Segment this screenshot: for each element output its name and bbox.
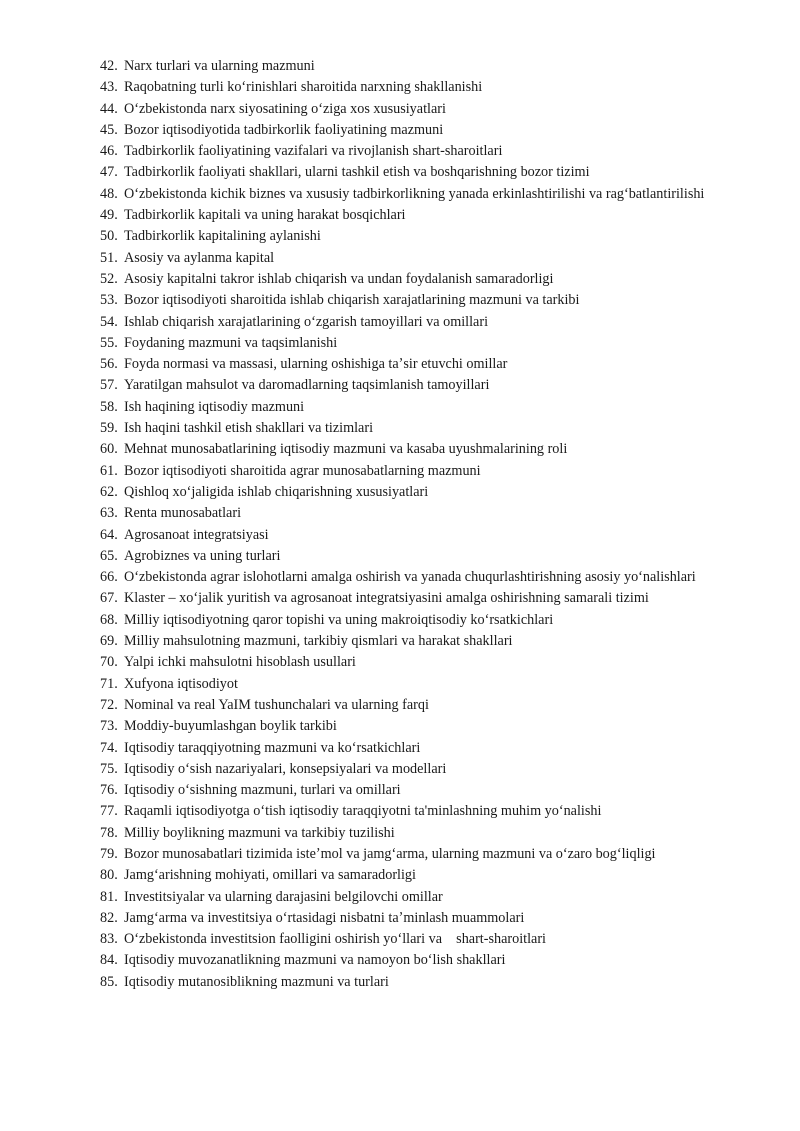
list-item (100, 141, 752, 162)
item-text: Tadbirkorlik kapitalining aylanishi (124, 228, 321, 245)
item-text: Raqamli iqtisodiyotga oʻtish iqtisodiy taraqqiyotni ta'minlashning muhim yoʻnalishi (124, 803, 602, 820)
item-number: 69. (100, 633, 118, 650)
list-item (100, 674, 752, 695)
list-item (100, 77, 752, 98)
item-text: Raqobatning turli koʻrinishlari sharoitida narxning shakllanishi (124, 79, 483, 96)
item-text: Tadbirkorlik faoliyati shakllari, ularni tashkil etish va boshqarishning bozor tizimi (124, 164, 590, 181)
item-text: Asosiy kapitalni takror ishlab chiqarish va undan foydalanish samaradorligi (124, 270, 554, 287)
item-number: 79. (100, 845, 118, 862)
item-text: Tadbirkorlik faoliyatining vazifalari va rivojlanish shart-sharoitlari (124, 143, 503, 160)
list-item (100, 525, 752, 546)
list-item (100, 184, 752, 205)
item-text: Milliy mahsulotning mazmuni, tarkibiy qismlari va harakat shakllari (124, 633, 513, 650)
item-number: 47. (100, 164, 118, 181)
item-text: Qishloq xoʻjaligida ishlab chiqarishning xususiyatlari (124, 483, 429, 500)
item-number: 77. (100, 803, 118, 820)
item-number: 63. (100, 505, 118, 522)
item-number: 68. (100, 611, 118, 628)
item-text: Mehnat munosabatlarining iqtisodiy mazmuni va kasaba uyushmalarining roli (124, 441, 568, 458)
list-item (100, 226, 752, 247)
item-text: Foydaning mazmuni va taqsimlanishi (124, 334, 338, 351)
item-number: 54. (100, 313, 118, 330)
item-number: 57. (100, 377, 118, 394)
item-number: 58. (100, 398, 118, 415)
item-text: Ish haqini tashkil etish shakllari va tizimlari (124, 420, 374, 437)
item-text: Bozor iqtisodiyotida tadbirkorlik faoliyatining mazmuni (124, 121, 444, 138)
item-number: 67. (100, 590, 118, 607)
item-text: Yaratilgan mahsulot va daromadlarning taqsimlanish tamoyillari (124, 377, 490, 394)
list-item (100, 503, 752, 524)
item-text: Oʻzbekistonda agrar islohotlarni amalga oshirish va yanada chuqurlashtirishning asosiy yoʻnalishlari (124, 569, 696, 586)
list-item (100, 56, 752, 77)
item-text: Iqtisodiy oʻsish nazariyalari, konsepsiyalari va modellari (124, 760, 447, 777)
item-text: Oʻzbekistonda investitsion faolligini oshirish yoʻllari va shart-sharoitlari (124, 931, 546, 948)
list-item (100, 99, 752, 120)
item-text: Oʻzbekistonda kichik biznes va xususiy tadbirkorlikning yanada erkinlashtirilishi va ragʻbatlantirilishi (124, 185, 705, 202)
list-item (100, 418, 752, 439)
list-item (100, 610, 752, 631)
item-number: 62. (100, 483, 118, 500)
item-text: Moddiy-buyumlashgan boylik tarkibi (124, 718, 337, 735)
list-item (100, 546, 752, 567)
item-number: 56. (100, 356, 118, 373)
item-number: 51. (100, 249, 118, 266)
item-text: Bozor iqtisodiyoti sharoitida agrar munosabatlarning mazmuni (124, 462, 481, 479)
item-text: Jamgʻarma va investitsiya oʻrtasidagi nisbatni taʼminlash muammolari (124, 909, 525, 926)
item-text: Ish haqining iqtisodiy mazmuni (124, 398, 305, 415)
item-number: 48. (100, 185, 118, 202)
item-text: Jamgʻarishning mohiyati, omillari va samaradorligi (124, 867, 416, 884)
item-text: Tadbirkorlik kapitali va uning harakat bosqichlari (124, 207, 406, 224)
list-item (100, 865, 752, 886)
item-text: Xufyona iqtisodiyot (124, 675, 238, 692)
item-text: Yalpi ichki mahsulotni hisoblash usullari (124, 654, 356, 671)
list-item (100, 162, 752, 183)
item-text: Iqtisodiy taraqqiyotning mazmuni va koʻrsatkichlari (124, 739, 421, 756)
item-number: 42. (100, 58, 118, 74)
item-number: 81. (100, 888, 118, 905)
list-item (100, 887, 752, 908)
list-item (100, 716, 752, 737)
item-text: Renta munosabatlari (124, 505, 242, 522)
list-item (100, 738, 752, 759)
item-text: Iqtisodiy mutanosiblikning mazmuni va turlari (124, 973, 389, 990)
list-item (100, 801, 752, 822)
item-number: 75. (100, 760, 118, 777)
item-text: Narx turlari va ularning mazmuni (124, 58, 315, 74)
list-item (100, 567, 752, 588)
item-text: Iqtisodiy muvozanatlikning mazmuni va namoyon boʻlish shakllari (124, 952, 506, 969)
list-item (100, 780, 752, 801)
list-item (100, 312, 752, 333)
list-item (100, 461, 752, 482)
item-text: Ishlab chiqarish xarajatlarining oʻzgarish tamoyillari va omillari (124, 313, 489, 330)
item-number: 43. (100, 79, 118, 96)
item-number: 49. (100, 207, 118, 224)
item-number: 73. (100, 718, 118, 735)
item-number: 60. (100, 441, 118, 458)
list-item (100, 120, 752, 141)
list-item (100, 908, 752, 929)
list-item (100, 759, 752, 780)
list-item (100, 290, 752, 311)
item-text: Agrosanoat integratsiyasi (124, 526, 269, 543)
item-number: 84. (100, 952, 118, 969)
item-number: 55. (100, 334, 118, 351)
list-item (100, 972, 752, 993)
list-item (100, 269, 752, 290)
item-text: Asosiy va aylanma kapital (124, 249, 275, 266)
item-number: 80. (100, 867, 118, 884)
list-item (100, 823, 752, 844)
item-text: Agrobiznes va uning turlari (124, 547, 281, 564)
item-number: 72. (100, 696, 118, 713)
list-item (100, 631, 752, 652)
item-number: 46. (100, 143, 118, 160)
item-number: 82. (100, 909, 118, 926)
list-item (100, 482, 752, 503)
item-text: Nominal va real YaIM tushunchalari va ularning farqi (124, 696, 429, 713)
list-item (100, 354, 752, 375)
list-item (100, 333, 752, 354)
document-page (100, 56, 752, 993)
list-item (100, 929, 752, 950)
item-number: 50. (100, 228, 118, 245)
item-text: Bozor iqtisodiyoti sharoitida ishlab chiqarish xarajatlarining mazmuni va tarkibi (124, 292, 580, 309)
list-item (100, 588, 752, 609)
item-number: 85. (100, 973, 118, 990)
item-number: 53. (100, 292, 118, 309)
item-text: Bozor munosabatlari tizimida isteʼmol va jamgʻarma, ularning mazmuni va oʻzaro bogʻliqligi (124, 845, 656, 862)
list-item (100, 397, 752, 418)
item-number: 64. (100, 526, 118, 543)
item-text: Oʻzbekistonda narx siyosatining oʻziga xos xususiyatlari (124, 100, 446, 117)
item-number: 45. (100, 121, 118, 138)
item-number: 74. (100, 739, 118, 756)
item-text: Investitsiyalar va ularning darajasini belgilovchi omillar (124, 888, 443, 905)
item-text: Foyda normasi va massasi, ularning oshishiga taʼsir etuvchi omillar (124, 356, 508, 373)
topic-list (100, 56, 752, 993)
list-item (100, 248, 752, 269)
item-number: 61. (100, 462, 118, 479)
item-text: Milliy boylikning mazmuni va tarkibiy tuzilishi (124, 824, 395, 841)
list-item (100, 375, 752, 396)
list-item (100, 439, 752, 460)
list-item (100, 844, 752, 865)
item-text: Milliy iqtisodiyotning qaror topishi va uning makroiqtisodiy koʻrsatkichlari (124, 611, 554, 628)
list-item (100, 695, 752, 716)
item-number: 76. (100, 782, 118, 799)
item-text: Klaster – xoʻjalik yuritish va agrosanoat integratsiyasini amalga oshirishning samarali tizimi (124, 590, 649, 607)
item-number: 66. (100, 569, 118, 586)
item-number: 83. (100, 931, 118, 948)
item-number: 65. (100, 547, 118, 564)
item-number: 52. (100, 270, 118, 287)
item-text: Iqtisodiy oʻsishning mazmuni, turlari va omillari (124, 782, 401, 799)
list-item (100, 950, 752, 971)
item-number: 70. (100, 654, 118, 671)
item-number: 44. (100, 100, 118, 117)
list-item (100, 652, 752, 673)
item-number: 59. (100, 420, 118, 437)
list-item (100, 205, 752, 226)
item-number: 71. (100, 675, 118, 692)
item-number: 78. (100, 824, 118, 841)
